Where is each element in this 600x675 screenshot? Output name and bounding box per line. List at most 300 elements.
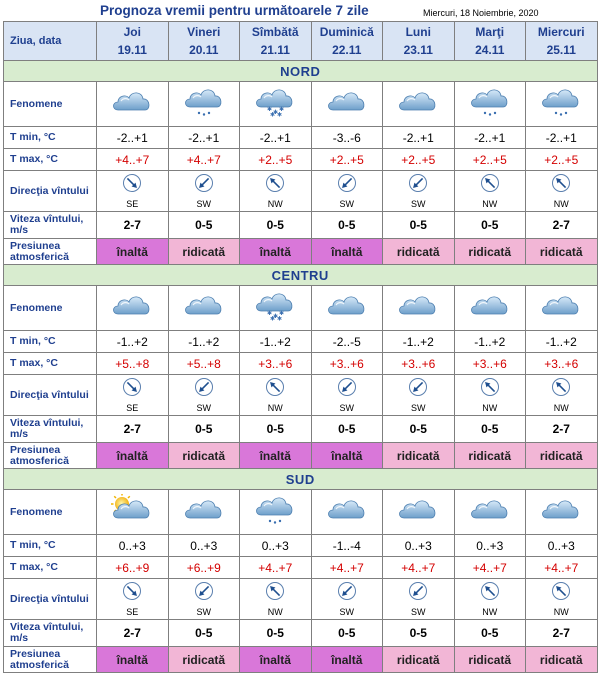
pressure-cell: [97, 443, 169, 469]
pres-row: [4, 239, 598, 265]
sun-cloud-icon: [109, 513, 155, 530]
wind-arrow-icon: [265, 377, 285, 402]
day-name: Vineri: [187, 25, 221, 39]
cloud-snow-icon: [252, 309, 298, 326]
day-date: 22.11: [332, 43, 362, 57]
pressure-value: ridicată: [396, 244, 440, 259]
wind-speed-cell: [454, 416, 526, 443]
tmax-row: [4, 557, 598, 579]
wind-direction-label: SW: [339, 199, 354, 209]
svg-text:✱: ✱: [279, 309, 285, 317]
wind-direction-cell: [311, 171, 383, 212]
weather-cell: [97, 490, 169, 535]
tmax-cell: [168, 149, 240, 171]
tmax-row: [4, 149, 598, 171]
wdir-label: Direcţia vîntului: [4, 579, 97, 620]
tmax-value: +4..+7: [258, 560, 293, 575]
wind-direction-cell: [168, 375, 240, 416]
weather-cell: [97, 82, 169, 127]
wind-speed-cell: [383, 416, 455, 443]
wind-direction-cell: [526, 171, 598, 212]
wind-direction-cell: [454, 375, 526, 416]
tmin-value: 0..+3: [404, 538, 432, 553]
svg-text:✱: ✱: [277, 315, 283, 322]
wind-direction-label: SW: [196, 199, 211, 209]
pressure-value: ridicată: [182, 448, 226, 463]
tmax-value: +3..+6: [544, 356, 579, 371]
tmin-value: -3..-6: [332, 130, 361, 145]
wind-speed-cell: [240, 416, 312, 443]
pressure-value: înaltă: [259, 448, 291, 463]
day-date: 23.11: [403, 43, 433, 57]
tmin-value: -1..+2: [188, 334, 220, 349]
tmax-value: +2..+5: [401, 152, 436, 167]
tmin-cell: [311, 331, 383, 353]
pressure-cell: [526, 239, 598, 265]
weather-cell: [454, 82, 526, 127]
wind-speed-cell: [311, 212, 383, 239]
svg-text:✱: ✱: [267, 105, 273, 113]
wind-direction-cell: [454, 579, 526, 620]
wdir-row: [4, 375, 598, 416]
pressure-value: ridicată: [182, 244, 226, 259]
wind-direction-label: SW: [339, 607, 354, 617]
wind-speed-value: 0-5: [266, 626, 284, 640]
weather-cell: [526, 490, 598, 535]
tmin-cell: [383, 535, 455, 557]
tmin-cell: [311, 127, 383, 149]
pressure-value: înaltă: [259, 652, 291, 667]
wind-arrow-icon: [480, 581, 500, 606]
tmin-cell: [240, 127, 312, 149]
tmin-cell: [526, 127, 598, 149]
cloud-icon: [467, 309, 513, 326]
svg-text:✱: ✱: [270, 315, 276, 322]
tmax-cell: [454, 149, 526, 171]
cloud-icon: [109, 105, 155, 122]
region-title: SUD: [4, 469, 598, 490]
tmin-cell: [168, 127, 240, 149]
corner-label: Ziua, data: [4, 22, 97, 61]
day-header: [311, 22, 383, 61]
tmin-label: T min, °C: [4, 535, 97, 557]
tmax-value: +4..+7: [329, 560, 364, 575]
tmax-cell: [383, 353, 455, 375]
svg-text:✱: ✱: [279, 105, 285, 113]
pressure-value: ridicată: [182, 652, 226, 667]
tmax-value: +4..+7: [401, 560, 436, 575]
tmax-cell: [97, 353, 169, 375]
wind-arrow-icon: [551, 377, 571, 402]
wind-speed-cell: [454, 620, 526, 647]
pressure-value: ridicată: [468, 652, 512, 667]
wind-direction-label: SE: [126, 403, 139, 413]
wind-arrow-icon: [122, 377, 142, 402]
region-row: [4, 61, 598, 82]
tmax-value: +2..+5: [544, 152, 579, 167]
weather-cell: [383, 490, 455, 535]
tmax-value: +4..+7: [115, 152, 150, 167]
tmax-cell: [168, 353, 240, 375]
tmax-value: +3..+6: [258, 356, 293, 371]
tmin-cell: [240, 331, 312, 353]
cloud-icon: [324, 309, 370, 326]
pressure-value: ridicată: [396, 652, 440, 667]
tmax-value: +5..+8: [115, 356, 150, 371]
tmin-value: -1..-4: [332, 538, 361, 553]
wind-speed-cell: [97, 620, 169, 647]
wind-speed-value: 2-7: [123, 218, 141, 232]
pressure-cell: [526, 443, 598, 469]
phen-row: [4, 490, 598, 535]
wind-arrow-icon: [337, 173, 357, 198]
pressure-value: înaltă: [331, 448, 363, 463]
pressure-cell: [383, 443, 455, 469]
pressure-value: ridicată: [468, 448, 512, 463]
wind-direction-label: NW: [553, 199, 569, 209]
day-date: 19.11: [117, 43, 147, 57]
wind-direction-label: SE: [126, 607, 139, 617]
cloud-icon: [538, 513, 584, 530]
svg-text:✱: ✱: [267, 309, 273, 317]
weather-cell: [240, 490, 312, 535]
tmin-cell: [526, 535, 598, 557]
wind-speed-cell: [168, 416, 240, 443]
phen-label: Fenomene: [4, 490, 97, 535]
pres-label: Presiunea atmosferică: [4, 443, 97, 469]
cloud-light-snow-icon: [252, 513, 298, 530]
pressure-value: ridicată: [539, 652, 583, 667]
wind-speed-cell: [454, 212, 526, 239]
region-row: [4, 265, 598, 286]
pressure-value: ridicată: [468, 244, 512, 259]
wind-speed-value: 2-7: [552, 218, 570, 232]
tmin-value: -2..+1: [545, 130, 577, 145]
tmin-value: 0..+3: [547, 538, 575, 553]
day-date: 24.11: [475, 43, 505, 57]
wind-direction-cell: [240, 375, 312, 416]
tmax-cell: [383, 557, 455, 579]
wind-speed-value: 2-7: [123, 626, 141, 640]
wind-arrow-icon: [551, 173, 571, 198]
tmin-value: -1..+2: [402, 334, 434, 349]
wind-arrow-icon: [194, 581, 214, 606]
tmin-value: -2..+1: [259, 130, 291, 145]
weather-cell: [311, 286, 383, 331]
wind-arrow-icon: [408, 581, 428, 606]
pressure-cell: [526, 647, 598, 673]
wind-speed-value: 0-5: [266, 422, 284, 436]
weather-cell: [97, 286, 169, 331]
pressure-cell: [454, 239, 526, 265]
days-header-row: [4, 22, 598, 61]
day-name: Luni: [405, 25, 431, 39]
pressure-cell: [168, 239, 240, 265]
wind-direction-label: NW: [267, 607, 283, 617]
tmin-cell: [383, 127, 455, 149]
tmin-label: T min, °C: [4, 127, 97, 149]
tmax-cell: [454, 353, 526, 375]
day-name: Marţi: [475, 25, 505, 39]
weather-cell: [454, 490, 526, 535]
tmax-value: +4..+7: [472, 560, 507, 575]
wind-direction-cell: [383, 579, 455, 620]
cloud-light-snow-icon: [538, 105, 584, 122]
pres-row: [4, 647, 598, 673]
tmax-label: T max, °C: [4, 353, 97, 375]
wdir-row: [4, 171, 598, 212]
wind-direction-cell: [526, 375, 598, 416]
wind-direction-cell: [311, 375, 383, 416]
tmax-value: +3..+6: [329, 356, 364, 371]
tmin-cell: [526, 331, 598, 353]
wind-arrow-icon: [194, 377, 214, 402]
tmax-value: +5..+8: [186, 356, 221, 371]
wind-direction-cell: [240, 171, 312, 212]
cloud-icon: [181, 309, 227, 326]
svg-text:✱: ✱: [277, 111, 283, 118]
pressure-cell: [97, 239, 169, 265]
day-header: [526, 22, 598, 61]
phen-label: Fenomene: [4, 286, 97, 331]
cloud-icon: [395, 513, 441, 530]
tmin-value: -2..+1: [188, 130, 220, 145]
tmax-cell: [311, 557, 383, 579]
pressure-value: ridicată: [539, 244, 583, 259]
wind-arrow-icon: [480, 173, 500, 198]
weather-cell: [454, 286, 526, 331]
wind-direction-label: NW: [553, 403, 569, 413]
tmax-value: +6..+9: [186, 560, 221, 575]
tmax-cell: [311, 353, 383, 375]
wind-direction-label: NW: [482, 607, 498, 617]
tmin-value: -2..+1: [116, 130, 148, 145]
region-row: [4, 469, 598, 490]
wind-direction-label: SW: [411, 403, 426, 413]
pressure-cell: [240, 647, 312, 673]
pressure-cell: [311, 239, 383, 265]
tmin-value: 0..+3: [476, 538, 504, 553]
tmax-value: +6..+9: [115, 560, 150, 575]
pressure-value: înaltă: [331, 652, 363, 667]
tmax-cell: [526, 557, 598, 579]
pressure-value: înaltă: [116, 244, 148, 259]
svg-text:✱: ✱: [270, 111, 276, 118]
wind-speed-value: 0-5: [409, 422, 427, 436]
pres-label: Presiunea atmosferică: [4, 239, 97, 265]
tmax-cell: [240, 557, 312, 579]
wspd-label: Viteza vîntului, m/s: [4, 620, 97, 647]
wind-speed-cell: [168, 212, 240, 239]
pressure-cell: [168, 443, 240, 469]
day-header: [168, 22, 240, 61]
wind-direction-label: SW: [411, 199, 426, 209]
cloud-icon: [395, 105, 441, 122]
pressure-value: ridicată: [539, 448, 583, 463]
pressure-cell: [97, 647, 169, 673]
phen-row: [4, 82, 598, 127]
region-title: CENTRU: [4, 265, 598, 286]
day-header: [454, 22, 526, 61]
wind-arrow-icon: [551, 581, 571, 606]
pressure-value: înaltă: [116, 652, 148, 667]
wind-speed-value: 0-5: [481, 218, 499, 232]
wind-speed-cell: [240, 620, 312, 647]
pres-label: Presiunea atmosferică: [4, 647, 97, 673]
wind-speed-value: 2-7: [123, 422, 141, 436]
cloud-light-snow-icon: [181, 105, 227, 122]
wind-arrow-icon: [194, 173, 214, 198]
pressure-cell: [454, 647, 526, 673]
wind-arrow-icon: [122, 581, 142, 606]
tmin-value: -2..+1: [402, 130, 434, 145]
tmin-cell: [454, 331, 526, 353]
wind-speed-cell: [311, 620, 383, 647]
wind-speed-value: 0-5: [338, 218, 356, 232]
wind-arrow-icon: [337, 581, 357, 606]
wind-direction-cell: [168, 171, 240, 212]
cloud-icon: [324, 105, 370, 122]
tmin-row: [4, 127, 598, 149]
tmin-row: [4, 331, 598, 353]
cloud-icon: [395, 309, 441, 326]
wind-direction-cell: [97, 375, 169, 416]
tmax-cell: [240, 353, 312, 375]
wspd-row: [4, 416, 598, 443]
pressure-cell: [311, 647, 383, 673]
tmin-cell: [168, 535, 240, 557]
tmin-cell: [454, 127, 526, 149]
wind-speed-cell: [526, 212, 598, 239]
wind-direction-cell: [97, 171, 169, 212]
wind-direction-label: SW: [196, 403, 211, 413]
forecast-table: [3, 21, 598, 673]
day-header: [383, 22, 455, 61]
tmin-cell: [454, 535, 526, 557]
day-date: 25.11: [546, 43, 576, 57]
tmax-row: [4, 353, 598, 375]
tmin-label: T min, °C: [4, 331, 97, 353]
tmin-value: -2..+1: [474, 130, 506, 145]
tmin-cell: [240, 535, 312, 557]
tmin-cell: [383, 331, 455, 353]
tmin-value: -2..-5: [332, 334, 361, 349]
wspd-row: [4, 620, 598, 647]
wind-direction-label: SW: [196, 607, 211, 617]
day-name: Sîmbătă: [251, 25, 299, 39]
weather-cell: [240, 286, 312, 331]
region-title: NORD: [4, 61, 598, 82]
weather-cell: [168, 490, 240, 535]
pressure-cell: [454, 443, 526, 469]
wind-direction-label: SE: [126, 199, 139, 209]
tmax-label: T max, °C: [4, 149, 97, 171]
tmax-cell: [454, 557, 526, 579]
pressure-value: înaltă: [331, 244, 363, 259]
page-title: Prognoza vremii pentru următoarele 7 zile: [100, 3, 369, 18]
tmax-cell: [526, 149, 598, 171]
tmin-cell: [97, 331, 169, 353]
wind-speed-cell: [526, 416, 598, 443]
wind-speed-value: 0-5: [481, 422, 499, 436]
tmax-cell: [526, 353, 598, 375]
wind-arrow-icon: [408, 377, 428, 402]
pressure-cell: [240, 443, 312, 469]
wind-arrow-icon: [337, 377, 357, 402]
cloud-icon: [109, 309, 155, 326]
cloud-icon: [324, 513, 370, 530]
wind-direction-cell: [168, 579, 240, 620]
wind-direction-label: NW: [553, 607, 569, 617]
tmax-value: +3..+6: [401, 356, 436, 371]
wind-direction-label: NW: [267, 199, 283, 209]
tmax-cell: [240, 149, 312, 171]
wspd-label: Viteza vîntului, m/s: [4, 212, 97, 239]
cloud-icon: [467, 513, 513, 530]
wind-arrow-icon: [265, 173, 285, 198]
wind-speed-value: 0-5: [409, 218, 427, 232]
wspd-row: [4, 212, 598, 239]
pressure-value: înaltă: [259, 244, 291, 259]
wind-direction-cell: [454, 171, 526, 212]
tmin-cell: [168, 331, 240, 353]
tmin-cell: [97, 127, 169, 149]
wind-speed-cell: [97, 416, 169, 443]
tmin-value: 0..+3: [118, 538, 146, 553]
wind-arrow-icon: [408, 173, 428, 198]
tmin-value: 0..+3: [261, 538, 289, 553]
wind-speed-cell: [311, 416, 383, 443]
pres-row: [4, 443, 598, 469]
wind-direction-cell: [526, 579, 598, 620]
phen-label: Fenomene: [4, 82, 97, 127]
tmin-cell: [311, 535, 383, 557]
wind-direction-cell: [240, 579, 312, 620]
weather-cell: [168, 82, 240, 127]
wind-speed-cell: [168, 620, 240, 647]
wind-speed-value: 0-5: [195, 422, 213, 436]
wspd-label: Viteza vîntului, m/s: [4, 416, 97, 443]
wind-arrow-icon: [265, 581, 285, 606]
wind-direction-cell: [383, 375, 455, 416]
wind-speed-value: 0-5: [338, 626, 356, 640]
pressure-cell: [240, 239, 312, 265]
day-header: [97, 22, 169, 61]
svg-text:✱: ✱: [273, 108, 279, 116]
tmax-label: T max, °C: [4, 557, 97, 579]
tmin-row: [4, 535, 598, 557]
pressure-cell: [383, 239, 455, 265]
current-date: Miercuri, 18 Noiembrie, 2020: [423, 8, 539, 18]
wdir-row: [4, 579, 598, 620]
cloud-snow-icon: [252, 105, 298, 122]
cloud-icon: [181, 513, 227, 530]
cloud-light-snow-icon: [467, 105, 513, 122]
day-header: [240, 22, 312, 61]
tmax-value: +3..+6: [472, 356, 507, 371]
wind-speed-cell: [97, 212, 169, 239]
tmax-value: +2..+5: [329, 152, 364, 167]
wind-direction-label: SW: [411, 607, 426, 617]
tmax-value: +4..+7: [186, 152, 221, 167]
wind-speed-value: 2-7: [552, 626, 570, 640]
tmin-value: -1..+2: [116, 334, 148, 349]
wind-direction-cell: [97, 579, 169, 620]
tmin-value: -1..+2: [259, 334, 291, 349]
wind-direction-cell: [311, 579, 383, 620]
tmin-value: -1..+2: [545, 334, 577, 349]
weather-cell: [526, 82, 598, 127]
